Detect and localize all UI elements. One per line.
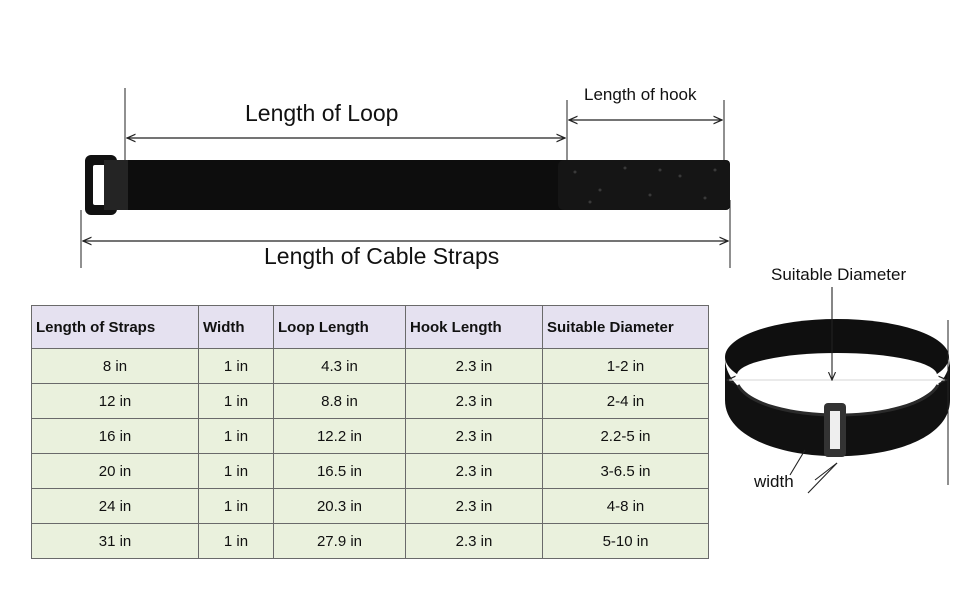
cell-diameter: 4-8 in — [543, 489, 709, 524]
table-row — [32, 419, 709, 454]
cell-loop-length: 20.3 in — [274, 489, 406, 524]
cell-strap-length: 16 in — [32, 419, 199, 454]
cell-diameter: 2-4 in — [543, 384, 709, 419]
cell-hook-length: 2.3 in — [406, 419, 543, 454]
cell-loop-length: 12.2 in — [274, 419, 406, 454]
cell-loop-length: 8.8 in — [274, 384, 406, 419]
cell-strap-length: 8 in — [32, 349, 199, 384]
cell-loop-length: 4.3 in — [274, 349, 406, 384]
strap-spec-table — [31, 305, 709, 559]
cell-hook-length: 2.3 in — [406, 489, 543, 524]
cell-width: 1 in — [199, 454, 274, 489]
table-row — [32, 454, 709, 489]
header-width: Width — [199, 306, 274, 349]
cell-strap-length: 12 in — [32, 384, 199, 419]
cell-diameter: 2.2-5 in — [543, 419, 709, 454]
diameter-label: Suitable Diameter — [771, 265, 907, 284]
header-hook-length: Hook Length — [406, 306, 543, 349]
cell-hook-length: 2.3 in — [406, 524, 543, 559]
table-row — [32, 524, 709, 559]
cell-diameter: 3-6.5 in — [543, 454, 709, 489]
header-length-of-straps: Length of Straps — [32, 306, 199, 349]
loop-length-label: Length of Loop — [245, 100, 399, 126]
cell-width: 1 in — [199, 349, 274, 384]
hook-length-label: Length of hook — [584, 85, 697, 104]
table-header-row — [32, 306, 709, 349]
cell-width: 1 in — [199, 524, 274, 559]
cell-strap-length: 24 in — [32, 489, 199, 524]
cell-diameter: 1-2 in — [543, 349, 709, 384]
cell-hook-length: 2.3 in — [406, 384, 543, 419]
loop-diagram — [700, 285, 970, 505]
header-suitable-diameter: Suitable Diameter — [543, 306, 709, 349]
width-label: width — [754, 472, 794, 491]
table-row — [32, 489, 709, 524]
cell-loop-length: 27.9 in — [274, 524, 406, 559]
cell-width: 1 in — [199, 489, 274, 524]
cell-width: 1 in — [199, 419, 274, 454]
header-loop-length: Loop Length — [274, 306, 406, 349]
table-row — [32, 384, 709, 419]
strap-length-label: Length of Cable Straps — [264, 243, 500, 269]
cell-hook-length: 2.3 in — [406, 349, 543, 384]
hook-section — [558, 160, 730, 210]
cell-diameter: 5-10 in — [543, 524, 709, 559]
cell-strap-length: 31 in — [32, 524, 199, 559]
table-row — [32, 349, 709, 384]
cell-strap-length: 20 in — [32, 454, 199, 489]
cell-hook-length: 2.3 in — [406, 454, 543, 489]
cell-loop-length: 16.5 in — [274, 454, 406, 489]
cell-width: 1 in — [199, 384, 274, 419]
